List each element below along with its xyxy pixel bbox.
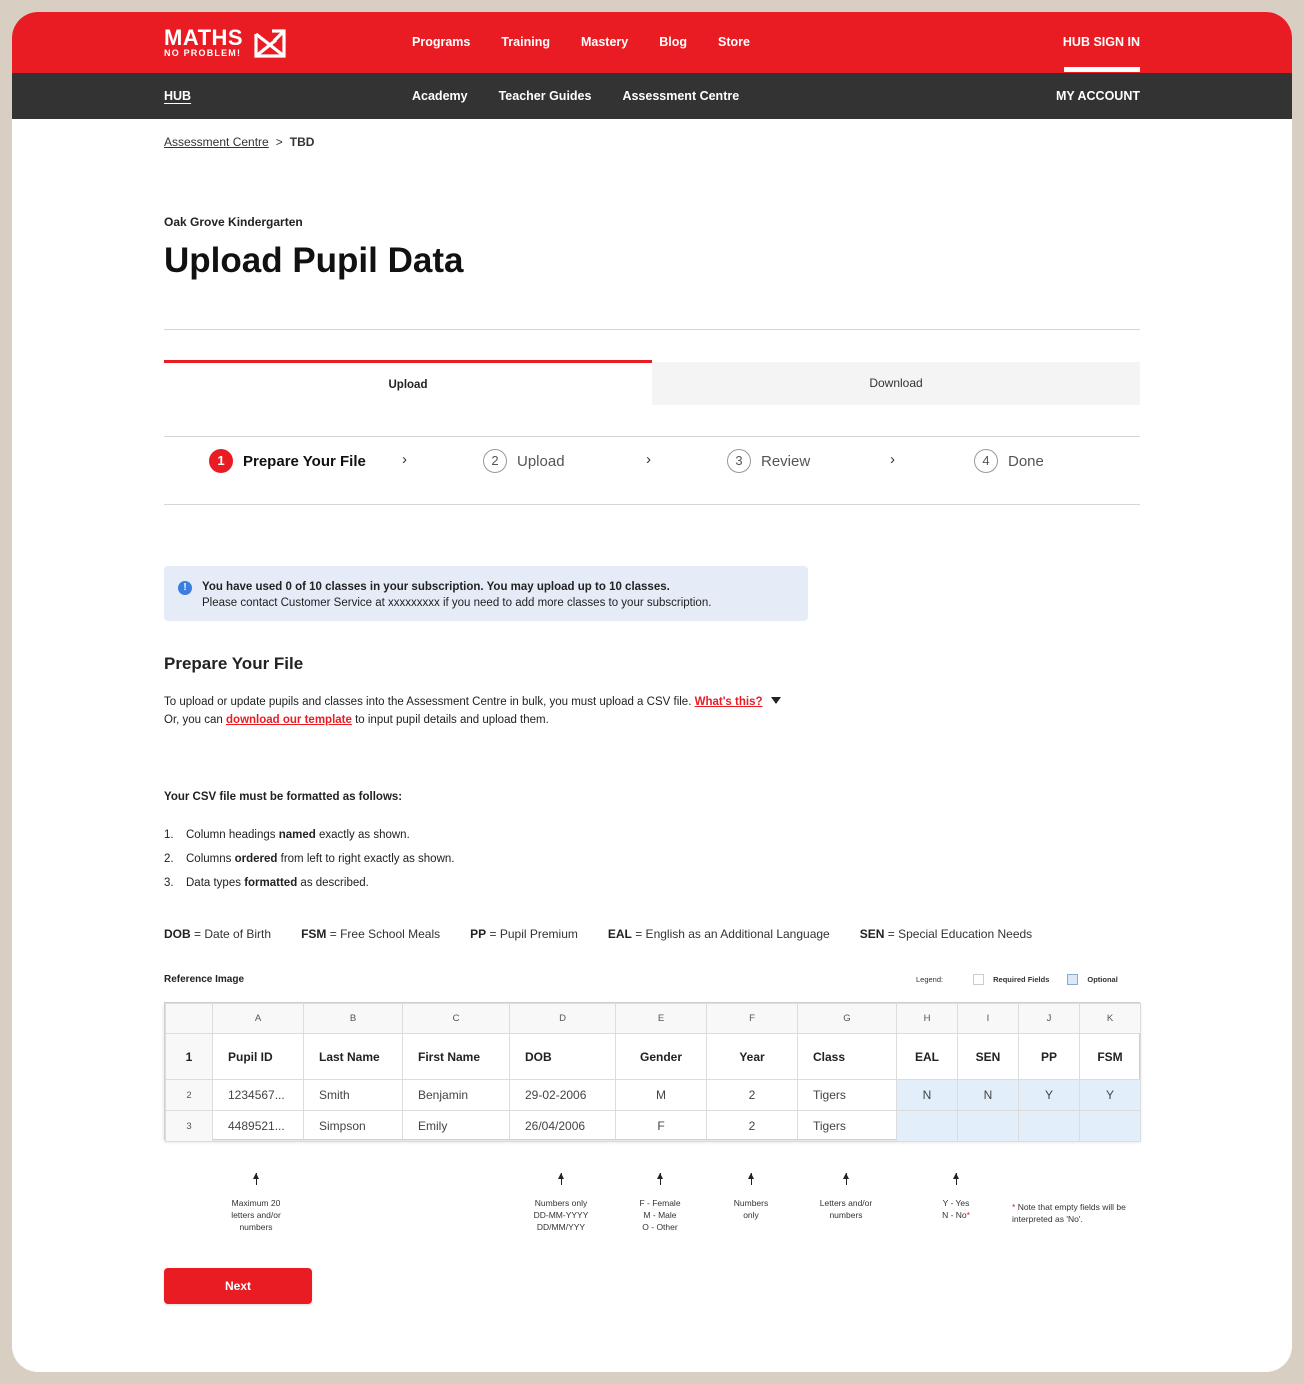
column-letter: J <box>1019 1004 1080 1034</box>
main-nav <box>412 35 781 49</box>
breadcrumb-separator: > <box>275 135 283 149</box>
instructions-text: To upload or update pupils and classes into the Assessment Centre in bulk, you must upload a CSV file. <box>164 696 692 708</box>
column-note <box>516 1169 606 1233</box>
list-item: 3. Data types formatted as described. <box>164 877 369 889</box>
table-cell <box>1080 1111 1141 1142</box>
arrow-head <box>657 1173 663 1179</box>
column-letter: F <box>707 1004 798 1034</box>
arrow-head <box>748 1173 754 1179</box>
row-number: 1 <box>166 1034 213 1080</box>
column-letter: G <box>798 1004 897 1034</box>
info-line-1: You have used 0 of 10 classes in your subscription. You may upload up to 10 classes. <box>202 581 670 593</box>
next-button[interactable]: Next <box>164 1268 312 1304</box>
nav-academy[interactable]: Academy <box>412 89 468 103</box>
column-note-text: Numbers only DD-MM-YYYY DD/MM/YYY <box>533 1198 589 1232</box>
table-cell: N <box>897 1080 958 1111</box>
subscription-info-banner <box>164 566 808 621</box>
column-letters-row <box>166 1004 1141 1034</box>
column-note-text: Numbers only <box>733 1198 769 1220</box>
info-icon: ! <box>178 581 192 595</box>
instructions-text: to input pupil details and upload them. <box>355 714 549 726</box>
chevron-right-icon: › <box>646 451 651 468</box>
table-cell: Benjamin <box>403 1080 510 1111</box>
table-cell: Tigers <box>798 1080 897 1111</box>
instructions <box>164 693 864 729</box>
stepper <box>164 449 1140 491</box>
legend-required-swatch <box>973 974 984 985</box>
my-account-link[interactable]: MY ACCOUNT <box>1055 89 1140 103</box>
step-label: Upload <box>517 452 565 470</box>
nav-teacher-guides[interactable]: Teacher Guides <box>498 89 592 103</box>
step-done <box>974 449 1044 473</box>
column-letter: E <box>616 1004 707 1034</box>
table-cell: 4489521... <box>213 1111 304 1142</box>
table-cell: 2 <box>707 1111 798 1142</box>
list-item: 1. Column headings named exactly as shown. <box>164 829 410 841</box>
step-review <box>727 449 810 473</box>
chevron-right-icon: › <box>402 451 407 468</box>
breadcrumb-current: TBD <box>289 135 315 149</box>
empty-fields-note: * Note that empty fields will be interpreted as 'No'. <box>1012 1202 1126 1224</box>
arrow-head <box>558 1173 564 1179</box>
column-letter: K <box>1080 1004 1141 1034</box>
csv-format-heading: Your CSV file must be formatted as follows: <box>164 791 403 803</box>
table-cell <box>897 1111 958 1142</box>
step-prepare <box>209 449 366 473</box>
column-header: PP <box>1019 1034 1080 1080</box>
column-header: Last Name <box>304 1034 403 1080</box>
column-note-text: Maximum 20 letters and/or numbers <box>231 1198 281 1232</box>
step-label: Review <box>761 452 811 470</box>
hub-link[interactable]: HUB <box>164 89 192 103</box>
hub-nav <box>412 89 770 103</box>
arrow-head <box>843 1173 849 1179</box>
column-header: FSM <box>1080 1034 1141 1080</box>
table-cell: F <box>616 1111 707 1142</box>
column-note <box>706 1169 796 1221</box>
column-note <box>801 1169 891 1221</box>
abbrev-pp: PP = Pupil Premium <box>470 927 578 941</box>
logo-sub: NO PROBLEM! <box>164 48 242 58</box>
breadcrumb <box>164 135 314 149</box>
table-cell: N <box>958 1080 1019 1111</box>
logo-mark-icon <box>254 28 286 58</box>
column-header: First Name <box>403 1034 510 1080</box>
table-cell: Smith <box>304 1080 403 1111</box>
column-notes <box>164 1169 1140 1249</box>
sub-navbar <box>12 73 1292 119</box>
divider <box>164 504 1140 505</box>
arrow-head <box>953 1173 959 1179</box>
school-name: Oak Grove Kindergarten <box>164 215 303 229</box>
column-header: Gender <box>616 1034 707 1080</box>
column-header: DOB <box>510 1034 616 1080</box>
abbrev-eal: EAL = English as an Additional Language <box>607 927 830 941</box>
table-cell: Y <box>1080 1080 1141 1111</box>
info-line-2: Please contact Customer Service at xxxxxxxxx if you need to add more classes to your subscription. <box>202 597 712 609</box>
column-letter: D <box>510 1004 616 1034</box>
column-header: EAL <box>897 1034 958 1080</box>
step-number: 4 <box>974 449 998 473</box>
column-letter: I <box>958 1004 1019 1034</box>
table-cell: M <box>616 1080 707 1111</box>
step-upload <box>483 449 565 473</box>
step-label: Prepare Your File <box>243 452 366 470</box>
divider <box>164 329 1140 330</box>
table-cell: Emily <box>403 1111 510 1142</box>
column-note-text: Letters and/or numbers <box>819 1198 873 1220</box>
nav-mastery[interactable]: Mastery <box>580 35 629 49</box>
tab-upload[interactable]: Upload <box>164 360 652 405</box>
nav-assessment-centre[interactable]: Assessment Centre <box>622 89 740 103</box>
header-row <box>166 1034 1141 1080</box>
table-cell: 2 <box>707 1080 798 1111</box>
column-note <box>211 1169 301 1233</box>
page-title: Upload Pupil Data <box>164 241 464 280</box>
column-header: Year <box>707 1034 798 1080</box>
column-letter: H <box>897 1004 958 1034</box>
column-header: Pupil ID <box>213 1034 304 1080</box>
table-cell: 29-02-2006 <box>510 1080 616 1111</box>
table-row <box>166 1111 1141 1142</box>
column-header: Class <box>798 1034 897 1080</box>
nav-blog[interactable]: Blog <box>659 35 688 49</box>
browser-frame <box>12 12 1292 1372</box>
legend-label: Legend: <box>916 975 944 984</box>
step-number: 3 <box>727 449 751 473</box>
row-number: 3 <box>166 1111 213 1142</box>
table-cell <box>1019 1111 1080 1142</box>
chevron-right-icon: › <box>890 451 895 468</box>
arrow-head <box>253 1173 259 1179</box>
breadcrumb-link[interactable]: Assessment Centre <box>164 135 269 149</box>
top-navbar <box>12 12 1292 73</box>
table-cell: 26/04/2006 <box>510 1111 616 1142</box>
step-number: 2 <box>483 449 507 473</box>
logo-main: MATHS <box>164 25 244 50</box>
abbreviation-key <box>164 927 1140 941</box>
nav-programs[interactable]: Programs <box>412 35 471 49</box>
table-row <box>166 1080 1141 1111</box>
column-note-text: Y - Yes N - No* <box>942 1198 970 1220</box>
column-letter: A <box>213 1004 304 1034</box>
instructions-text: Or, you can <box>164 714 223 726</box>
step-label: Done <box>1008 452 1044 470</box>
tab-download[interactable]: Download <box>652 362 1140 405</box>
step-number: 1 <box>209 449 233 473</box>
list-item: 2. Columns ordered from left to right exactly as shown. <box>164 853 455 865</box>
caret-down-icon[interactable] <box>771 697 781 704</box>
abbrev-dob: DOB = Date of Birth <box>164 927 272 941</box>
whats-this-link[interactable]: What's this? <box>694 696 763 708</box>
divider <box>164 436 1140 437</box>
nav-store[interactable]: Store <box>718 35 750 49</box>
table-cell: Simpson <box>304 1111 403 1142</box>
row-number: 2 <box>166 1080 213 1111</box>
column-header: SEN <box>958 1034 1019 1080</box>
column-letter: C <box>403 1004 510 1034</box>
abbrev-sen: SEN = Special Education Needs <box>859 927 1033 941</box>
table-cell: Y <box>1019 1080 1080 1111</box>
main-content <box>164 119 1140 1359</box>
reference-image-label: Reference Image <box>164 974 245 985</box>
reference-spreadsheet <box>164 1002 1140 1140</box>
column-note-text: F - Female M - Male O - Other <box>639 1198 681 1232</box>
section-title: Prepare Your File <box>164 654 304 673</box>
corner-cell <box>166 1004 213 1034</box>
hub-sign-in-link[interactable]: HUB SIGN IN <box>1062 35 1140 49</box>
legend-optional-swatch <box>1067 974 1078 985</box>
nav-training[interactable]: Training <box>501 35 550 49</box>
column-letter: B <box>304 1004 403 1034</box>
download-template-link[interactable]: download our template <box>226 714 352 726</box>
legend <box>916 974 1118 985</box>
table-cell: Tigers <box>798 1111 897 1142</box>
logo[interactable] <box>164 25 244 59</box>
abbrev-fsm: FSM = Free School Meals <box>301 927 441 941</box>
legend-optional-label: Optional <box>1087 975 1118 984</box>
format-rules <box>164 826 454 898</box>
column-note <box>911 1169 1001 1221</box>
table-cell <box>958 1111 1019 1142</box>
column-note <box>615 1169 705 1233</box>
table-cell: 1234567... <box>213 1080 304 1111</box>
hub-sign-in-indicator <box>1064 67 1140 72</box>
legend-required-label: Required Fields <box>993 975 1050 984</box>
